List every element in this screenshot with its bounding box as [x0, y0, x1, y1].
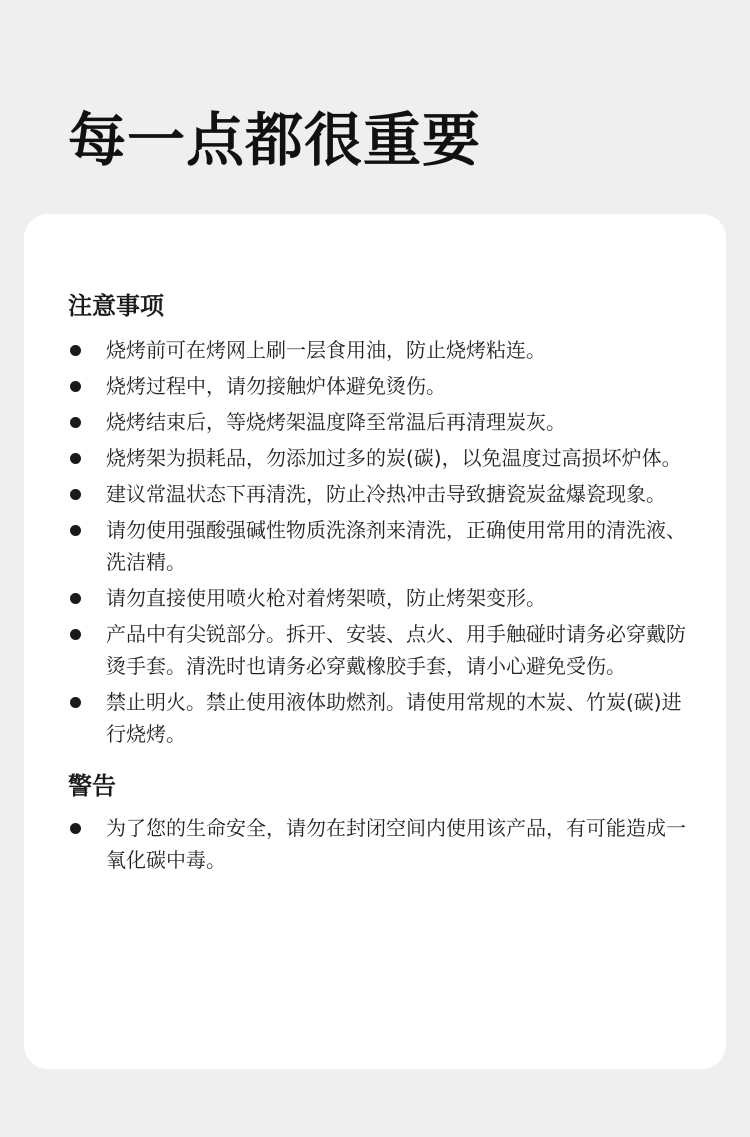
- bullet-dot-icon: [70, 525, 81, 536]
- bullet-dot-icon: [70, 629, 81, 640]
- note-item: [68, 686, 696, 750]
- bullet-dot-icon: [70, 453, 81, 464]
- bullet-dot-icon: [70, 381, 81, 392]
- bullet-dot-icon: [70, 823, 81, 834]
- note-item: [68, 406, 696, 438]
- warning-text: 为了您的生命安全，请勿在封闭空间内使用该产品，有可能造成一氧化碳中毒。: [106, 816, 686, 872]
- page-title: 每一点都很重要: [68, 106, 482, 174]
- note-text: 产品中有尖锐部分。拆开、安装、点火、用手触碰时请务必穿戴防烫手套。清洗时也请务必穿戴橡胶手套，请小心避免受伤。: [106, 622, 686, 678]
- note-text: 烧烤过程中，请勿接触炉体避免烫伤。: [106, 374, 446, 398]
- bullet-dot-icon: [70, 417, 81, 428]
- bullet-dot-icon: [70, 345, 81, 356]
- notes-heading: 注意事项: [68, 292, 164, 320]
- note-item: [68, 334, 696, 366]
- warning-heading: 警告: [68, 772, 116, 800]
- bullet-dot-icon: [70, 697, 81, 708]
- bullet-dot-icon: [70, 489, 81, 500]
- info-card: [24, 214, 726, 1069]
- bullet-dot-icon: [70, 593, 81, 604]
- note-item: [68, 478, 696, 510]
- note-item: [68, 618, 696, 682]
- note-item: [68, 442, 696, 474]
- note-text: 请勿直接使用喷火枪对着烤架喷，防止烤架变形。: [106, 586, 546, 610]
- note-text: 烧烤结束后，等烧烤架温度降至常温后再清理炭灰。: [106, 410, 566, 434]
- note-text: 禁止明火。禁止使用液体助燃剂。请使用常规的木炭、竹炭(碳)进行烧烤。: [106, 690, 682, 746]
- warning-item: [68, 812, 696, 876]
- note-text: 烧烤前可在烤网上刷一层食用油，防止烧烤粘连。: [106, 338, 546, 362]
- warning-list: [68, 812, 696, 876]
- note-text: 请勿使用强酸强碱性物质洗涤剂来清洗，正确使用常用的清洗液、洗洁精。: [106, 518, 686, 574]
- note-text: 建议常温状态下再清洗，防止冷热冲击导致搪瓷炭盆爆瓷现象。: [106, 482, 666, 506]
- note-text: 烧烤架为损耗品，勿添加过多的炭(碳)，以免温度过高损坏炉体。: [106, 446, 682, 470]
- note-item: [68, 370, 696, 402]
- note-item: [68, 582, 696, 614]
- note-item: [68, 514, 696, 578]
- notes-list: [68, 334, 696, 750]
